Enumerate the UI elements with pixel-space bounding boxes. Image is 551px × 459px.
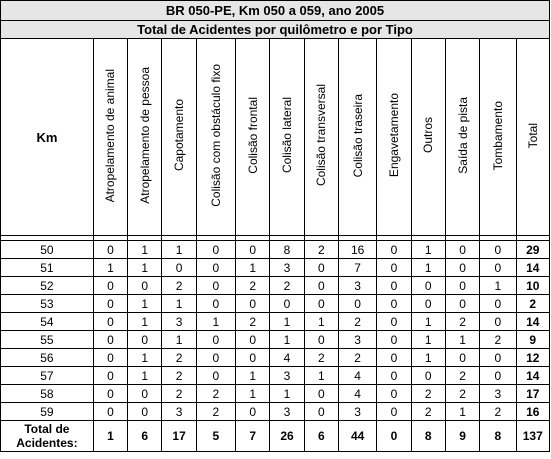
table-row	[1, 367, 550, 385]
value-cell: 0	[445, 277, 479, 295]
value-cell: 4	[270, 349, 304, 367]
value-cell: 3	[162, 403, 196, 421]
value-cell: 0	[445, 259, 479, 277]
column-header	[480, 39, 516, 236]
value-cell: 2	[270, 277, 304, 295]
value-cell: 0	[93, 367, 127, 385]
value-cell: 1	[270, 331, 304, 349]
value-cell: 1	[445, 331, 479, 349]
value-cell: 0	[196, 331, 235, 349]
totals-label-line2: Acidentes:	[16, 436, 78, 450]
km-header: Km	[1, 39, 94, 236]
column-header-label: Engavetamento	[386, 93, 401, 178]
value-cell: 1	[411, 241, 445, 259]
value-cell: 0	[304, 403, 338, 421]
totals-cell: 9	[445, 421, 479, 452]
value-cell: 0	[93, 403, 127, 421]
value-cell: 1	[128, 367, 162, 385]
value-cell: 2	[196, 385, 235, 403]
value-cell: 1	[196, 313, 235, 331]
value-cell: 2	[480, 331, 516, 349]
value-cell: 8	[270, 241, 304, 259]
value-cell: 0	[411, 277, 445, 295]
column-header-label: Colisão transversal	[314, 84, 329, 187]
value-cell: 1	[304, 313, 338, 331]
value-cell: 2	[162, 367, 196, 385]
value-cell: 1	[236, 367, 270, 385]
totals-cell: 8	[480, 421, 516, 452]
value-cell: 0	[196, 349, 235, 367]
data-body	[1, 241, 550, 421]
table-subtitle: Total de Acidentes por quilômetro e por Tipo	[1, 21, 550, 39]
value-cell: 0	[377, 403, 411, 421]
value-cell: 0	[196, 277, 235, 295]
value-cell: 1	[411, 349, 445, 367]
value-cell: 0	[480, 241, 516, 259]
row-total-cell: 9	[516, 331, 550, 349]
value-cell: 1	[93, 259, 127, 277]
value-cell: 2	[236, 277, 270, 295]
column-header-label: Colisão lateral	[280, 97, 294, 174]
value-cell: 0	[480, 313, 516, 331]
km-cell: 56	[1, 349, 94, 367]
value-cell: 0	[304, 259, 338, 277]
subtitle-row	[1, 21, 550, 39]
value-cell: 1	[270, 385, 304, 403]
row-total-cell: 10	[516, 277, 550, 295]
value-cell: 0	[128, 331, 162, 349]
value-cell: 0	[304, 277, 338, 295]
totals-row	[1, 421, 550, 452]
value-cell: 0	[270, 295, 304, 313]
totals-label-line1: Total de	[24, 422, 70, 436]
value-cell: 3	[270, 403, 304, 421]
column-header	[377, 39, 411, 236]
value-cell: 0	[236, 241, 270, 259]
value-cell: 1	[304, 367, 338, 385]
value-cell: 0	[93, 241, 127, 259]
row-total-cell: 12	[516, 349, 550, 367]
table-row	[1, 277, 550, 295]
totals-cell: 26	[270, 421, 304, 452]
value-cell: 0	[128, 403, 162, 421]
value-cell: 1	[128, 349, 162, 367]
row-total-cell: 16	[516, 403, 550, 421]
value-cell: 2	[445, 313, 479, 331]
value-cell: 2	[480, 403, 516, 421]
total-header	[516, 39, 550, 236]
value-cell: 1	[128, 295, 162, 313]
value-cell: 1	[162, 241, 196, 259]
column-header	[93, 39, 127, 236]
value-cell: 2	[304, 241, 338, 259]
value-cell: 1	[128, 241, 162, 259]
value-cell: 1	[411, 259, 445, 277]
column-header-label: Colisão com obstáculo fixo	[208, 64, 223, 207]
totals-label	[1, 421, 94, 452]
value-cell: 0	[480, 295, 516, 313]
table-row	[1, 295, 550, 313]
total-header-label: Total	[525, 122, 540, 149]
value-cell: 0	[377, 331, 411, 349]
value-cell: 2	[411, 403, 445, 421]
value-cell: 0	[128, 277, 162, 295]
row-total-cell: 14	[516, 367, 550, 385]
value-cell: 2	[304, 349, 338, 367]
value-cell: 0	[377, 277, 411, 295]
column-header	[196, 39, 235, 236]
value-cell: 3	[338, 277, 376, 295]
value-cell: 0	[93, 295, 127, 313]
value-cell: 2	[236, 313, 270, 331]
totals-cell: 44	[338, 421, 376, 452]
column-header	[270, 39, 304, 236]
column-header-label: Saída de pista	[455, 97, 470, 174]
column-header-label: Outros	[421, 117, 436, 154]
value-cell: 3	[480, 385, 516, 403]
value-cell: 0	[377, 259, 411, 277]
value-cell: 0	[236, 331, 270, 349]
value-cell: 1	[270, 313, 304, 331]
value-cell: 0	[445, 241, 479, 259]
table-row	[1, 241, 550, 259]
value-cell: 1	[445, 403, 479, 421]
value-cell: 3	[338, 331, 376, 349]
value-cell: 0	[236, 295, 270, 313]
value-cell: 2	[338, 349, 376, 367]
value-cell: 0	[196, 259, 235, 277]
value-cell: 0	[236, 349, 270, 367]
value-cell: 0	[377, 385, 411, 403]
value-cell: 4	[338, 367, 376, 385]
value-cell: 0	[480, 349, 516, 367]
value-cell: 0	[377, 241, 411, 259]
value-cell: 1	[162, 331, 196, 349]
km-cell: 51	[1, 259, 94, 277]
value-cell: 0	[445, 295, 479, 313]
totals-cell: 1	[93, 421, 127, 452]
km-cell: 54	[1, 313, 94, 331]
value-cell: 0	[196, 241, 235, 259]
km-cell: 55	[1, 331, 94, 349]
value-cell: 3	[270, 367, 304, 385]
row-total-cell: 14	[516, 313, 550, 331]
value-cell: 2	[411, 385, 445, 403]
value-cell: 0	[411, 367, 445, 385]
grand-total-cell: 137	[516, 421, 550, 452]
value-cell: 2	[162, 349, 196, 367]
column-header-label: Capotamento	[172, 99, 187, 172]
value-cell: 1	[162, 295, 196, 313]
totals-cell: 17	[162, 421, 196, 452]
value-cell: 1	[480, 277, 516, 295]
value-cell: 0	[304, 385, 338, 403]
table-title: BR 050-PE, Km 050 a 059, ano 2005	[1, 1, 550, 21]
column-header	[128, 39, 162, 236]
value-cell: 1	[236, 385, 270, 403]
column-header	[445, 39, 479, 236]
value-cell: 0	[93, 349, 127, 367]
km-cell: 53	[1, 295, 94, 313]
value-cell: 0	[480, 259, 516, 277]
column-header-label: Colisão frontal	[245, 97, 260, 174]
value-cell: 1	[128, 259, 162, 277]
value-cell: 0	[196, 367, 235, 385]
km-cell: 50	[1, 241, 94, 259]
value-cell: 7	[338, 259, 376, 277]
value-cell: 0	[377, 313, 411, 331]
value-cell: 0	[445, 349, 479, 367]
value-cell: 1	[236, 259, 270, 277]
column-header	[304, 39, 338, 236]
value-cell: 2	[196, 403, 235, 421]
table-row	[1, 403, 550, 421]
totals-cell: 6	[304, 421, 338, 452]
totals-cell: 7	[236, 421, 270, 452]
totals-cell: 8	[411, 421, 445, 452]
value-cell: 0	[338, 295, 376, 313]
value-cell: 0	[377, 295, 411, 313]
value-cell: 2	[162, 385, 196, 403]
row-total-cell: 14	[516, 259, 550, 277]
table-row	[1, 331, 550, 349]
totals-cell: 6	[128, 421, 162, 452]
value-cell: 0	[411, 295, 445, 313]
value-cell: 0	[93, 277, 127, 295]
value-cell: 0	[196, 295, 235, 313]
km-cell: 58	[1, 385, 94, 403]
value-cell: 16	[338, 241, 376, 259]
column-header-label: Atropelamento de pessoa	[137, 67, 152, 204]
row-total-cell: 17	[516, 385, 550, 403]
value-cell: 0	[377, 349, 411, 367]
value-cell: 0	[128, 385, 162, 403]
km-cell: 59	[1, 403, 94, 421]
value-cell: 0	[480, 367, 516, 385]
title-row	[1, 1, 550, 21]
value-cell: 3	[270, 259, 304, 277]
value-cell: 0	[93, 313, 127, 331]
row-total-cell: 2	[516, 295, 550, 313]
value-cell: 1	[411, 331, 445, 349]
table-row	[1, 259, 550, 277]
value-cell: 1	[411, 313, 445, 331]
totals-cell: 5	[196, 421, 235, 452]
km-cell: 57	[1, 367, 94, 385]
value-cell: 2	[445, 367, 479, 385]
column-header	[162, 39, 196, 236]
value-cell: 0	[93, 331, 127, 349]
column-header-label: Atropelamento de animal	[103, 68, 118, 203]
column-header	[236, 39, 270, 236]
table-row	[1, 313, 550, 331]
value-cell: 0	[377, 367, 411, 385]
column-header-label: Colisão traseira	[350, 93, 365, 178]
column-header	[338, 39, 376, 236]
column-header-label: Tombamento	[490, 100, 505, 171]
table-row	[1, 349, 550, 367]
km-cell: 52	[1, 277, 94, 295]
value-cell: 0	[236, 403, 270, 421]
header-row	[1, 39, 550, 236]
row-total-cell: 29	[516, 241, 550, 259]
value-cell: 2	[162, 277, 196, 295]
value-cell: 2	[445, 385, 479, 403]
table-row	[1, 385, 550, 403]
value-cell: 2	[338, 313, 376, 331]
value-cell: 3	[162, 313, 196, 331]
value-cell: 0	[93, 385, 127, 403]
value-cell: 4	[338, 385, 376, 403]
value-cell: 0	[304, 331, 338, 349]
value-cell: 1	[128, 313, 162, 331]
column-header	[411, 39, 445, 236]
value-cell: 0	[304, 295, 338, 313]
totals-cell: 0	[377, 421, 411, 452]
value-cell: 0	[162, 259, 196, 277]
value-cell: 3	[338, 403, 376, 421]
